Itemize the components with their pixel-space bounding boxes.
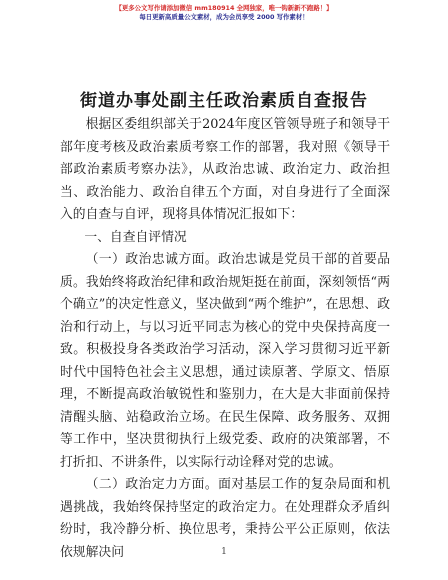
promo-banner-line2: 每日更新高质量公文素材，成为会员享受 2000 写作素材！ <box>139 13 309 21</box>
section-heading: 一、自查自评情况 <box>84 229 187 245</box>
promo-banner-line1: 【更多公文写作请添加微信 mm180914 全网独家，唯一钩新新不跑路！】 <box>115 4 333 12</box>
document-title: 街道办事处副主任政治素质自查报告 <box>80 91 368 111</box>
page-number: 1 <box>221 547 227 557</box>
body-paragraph-resolve: （二）政治定力方面。面对基层工作的复杂局面和机遇挑战，我始终保持坚定的政治定力。在处理群众矛盾纠纷时，我冷静分析、换位思考，秉持公平公正原则，依法依规解决问 <box>60 477 390 560</box>
body-paragraph-loyalty: （一）政治忠诚方面。政治忠诚是党员干部的首要品质。我始终将政治纪律和政治规矩挺在前面，深刻领悟“两个确立”的决定性意义，坚决做到“两个维护”，在思想、政治和行动上，与以习近平同志为核心的党中央保持高度一致。积极投身各类政治学习活动，深入学习贯彻习近平新时代中国特色社会主义思想，通过读原著、学原文、悟原理，不断提高政治敏锐性和鉴别力，在大是大非面前保持清醒头脑、站稳政治立场。在民生保障、政务服务、双拥等工作中，坚决贯彻执行上级党委、政府的决策部署，不打折扣、不讲条件，以实际行动诠释对党的忠诚。 <box>60 252 390 470</box>
promo-banner <box>0 4 448 22</box>
document-body <box>60 114 390 564</box>
intro-paragraph: 根据区委组织部关于2024年度区管领导班子和领导干部年度考核及政治素质考察工作的部署，我对照《领导干部政治素质考察办法》，从政治忠诚、政治定力、政治担当、政治能力、政治自律五个方面，对自身进行了全面深入的自查与自评，现将具体情况汇报如下： <box>60 117 390 222</box>
